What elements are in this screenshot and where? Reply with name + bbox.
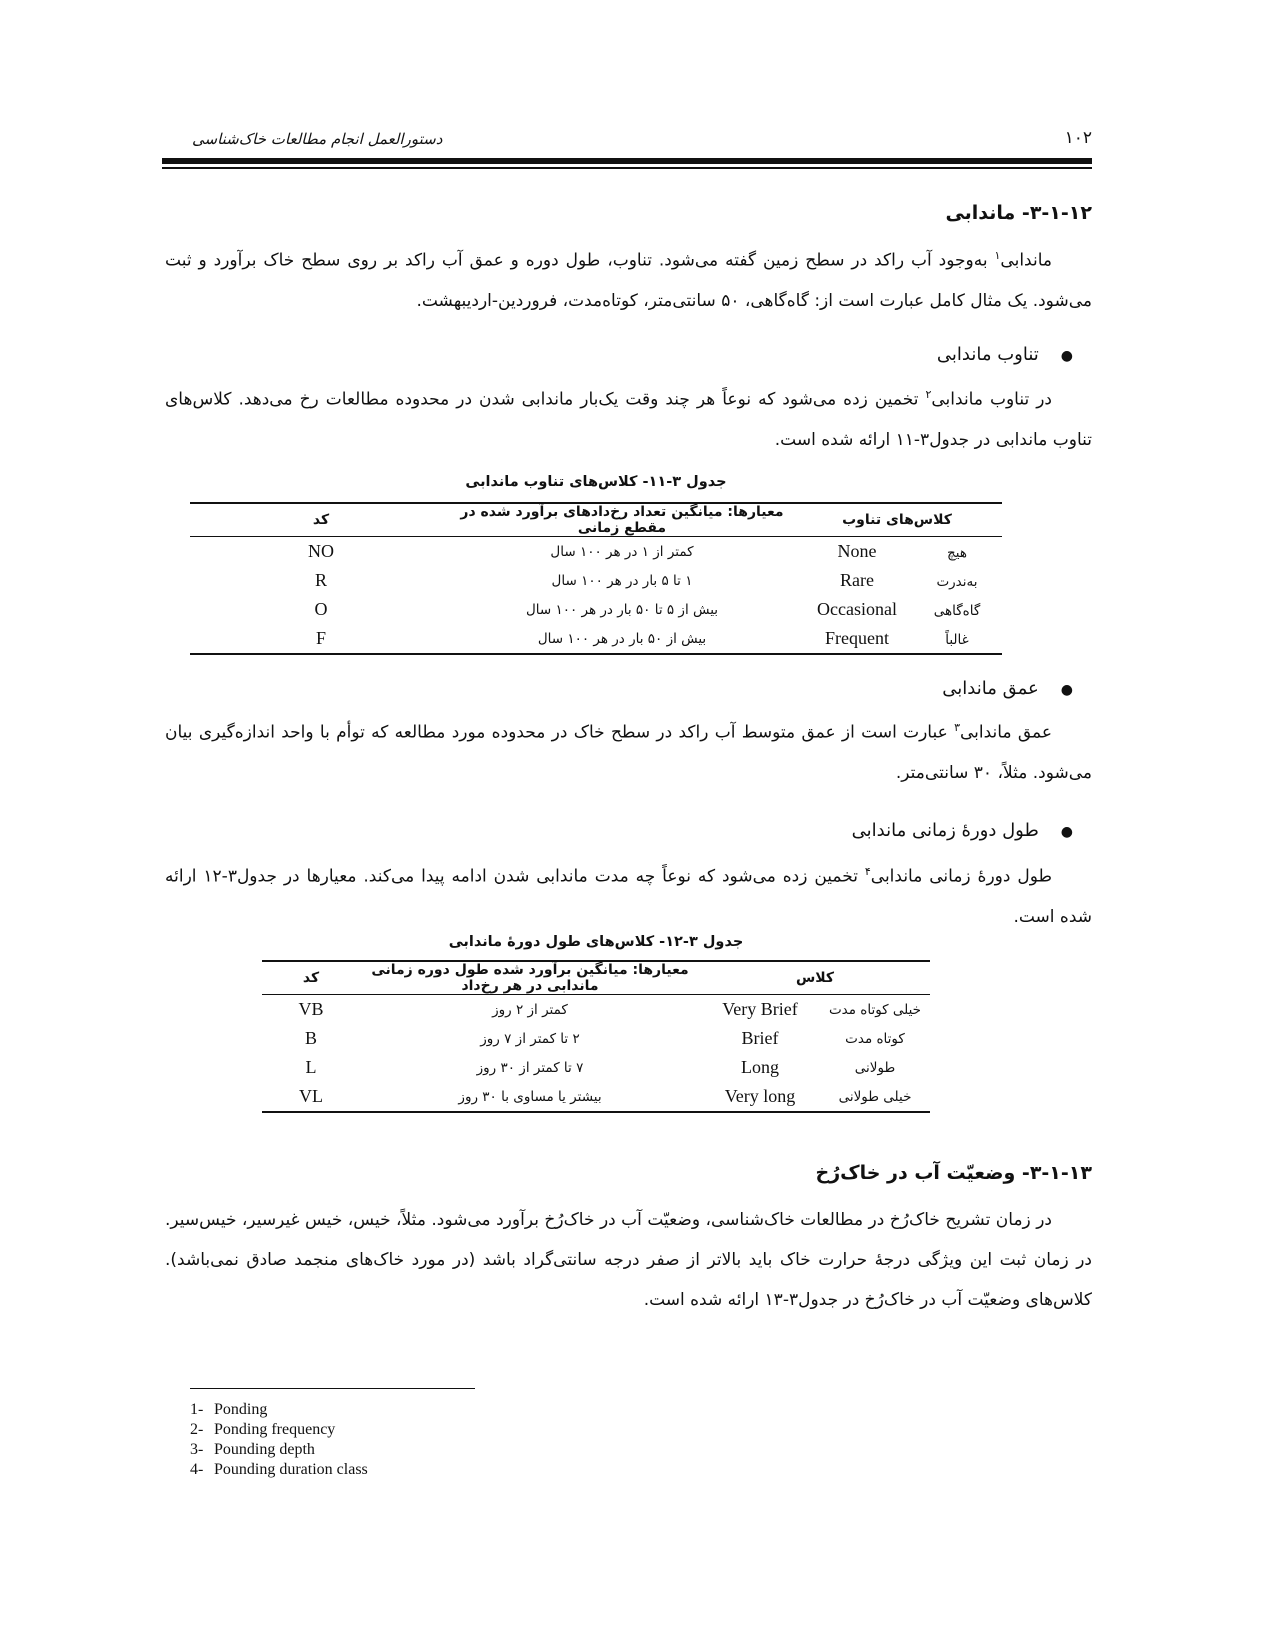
- footnote-text: Ponding: [214, 1401, 268, 1418]
- header-class: کلاس‌های تناوب: [842, 512, 952, 528]
- code-cell: NO: [308, 541, 334, 561]
- header-rule-thick: [162, 158, 1092, 164]
- footnote-item: [190, 1460, 368, 1480]
- class-persian: طولانی: [854, 1059, 896, 1076]
- class-persian: گاه‌گاهی: [933, 603, 981, 619]
- code-cell: VL: [299, 1086, 323, 1106]
- class-english: Very long: [724, 1086, 796, 1106]
- class-cell: [792, 566, 1002, 595]
- code-cell: VB: [298, 999, 324, 1019]
- class-persian: به‌ندرت: [936, 574, 978, 590]
- criteria-cell: بیشتر یا مساوی با ۳۰ روز: [458, 1088, 602, 1105]
- criteria-cell: کمتر از ۱ در هر ۱۰۰ سال: [550, 543, 694, 560]
- bullet-ponding-frequency: ●تناوب ماندابی: [936, 344, 1073, 365]
- paragraph-ponding-frequency: در تناوب ماندابی$^۲$ تخمین زده می‌شود که نوعاً هر چند وقت یک‌بار ماندابی شدن در محدوده مطالعات رخ می‌دهد. کلاس‌های تناوب ماندابی در جدول۳-۱۱ ارائه شده است.: [165, 388, 1092, 450]
- criteria-cell: ۱ تا ۵ بار در هر ۱۰۰ سال: [551, 572, 693, 589]
- running-header: [162, 128, 1092, 158]
- table-row: [190, 624, 1002, 654]
- header-class: کلاس: [795, 970, 835, 986]
- criteria-cell: کمتر از ۲ روز: [492, 1001, 568, 1018]
- class-english: Rare: [840, 570, 874, 590]
- footnote-text: Pounding duration class: [214, 1461, 368, 1478]
- bullet-dot-icon: ●: [1060, 682, 1073, 698]
- criteria-cell: بیش از ۵۰ بار در هر ۱۰۰ سال: [537, 630, 707, 647]
- class-persian: هیچ: [947, 545, 967, 561]
- class-english: Frequent: [825, 628, 889, 648]
- footnote-text: Pounding depth: [214, 1441, 315, 1458]
- footnote-item: [190, 1400, 368, 1420]
- footnote-item: [190, 1440, 368, 1460]
- table-row: [190, 566, 1002, 595]
- table-header-row: [262, 961, 930, 995]
- class-persian: خیلی کوتاه مدت: [828, 1001, 922, 1018]
- bullet-ponding-duration: ●طول دورهٔ زمانی ماندابی: [851, 820, 1073, 841]
- code-cell: O: [314, 599, 328, 619]
- footnote-number: 1-: [190, 1401, 204, 1418]
- footnote-number: 2-: [190, 1421, 204, 1438]
- bullet-dot-icon: ●: [1060, 824, 1073, 840]
- class-english: Very Brief: [722, 999, 798, 1019]
- table-ponding-frequency: [190, 502, 1002, 655]
- code-cell: B: [304, 1028, 317, 1048]
- class-persian: غالباً: [945, 632, 969, 648]
- header-criteria: معیارها: میانگین تعداد رخ‌دادهای برآورد شده در مقطع زمانی: [460, 504, 784, 536]
- class-cell: [792, 624, 1002, 654]
- criteria-cell: ۲ تا کمتر از ۷ روز: [480, 1030, 580, 1047]
- bullet-ponding-depth: ●عمق ماندابی: [942, 678, 1073, 699]
- class-english: Brief: [741, 1028, 779, 1048]
- class-english: Occasional: [817, 599, 897, 619]
- paragraph-ponding-duration: طول دورهٔ زمانی ماندابی$^۴$ تخمین زده می‌شود که نوعاً چه مدت ماندابی شدن ادامه پیدا می‌کند. معیارها در جدول۳-۱۲ ارائه شده است.: [165, 865, 1092, 927]
- footnote-number: 3-: [190, 1441, 204, 1458]
- criteria-cell: بیش از ۵ تا ۵۰ بار در هر ۱۰۰ سال: [525, 601, 719, 618]
- code-cell: R: [314, 570, 327, 590]
- class-cell: [792, 537, 1002, 567]
- footnote-item: [190, 1420, 368, 1440]
- footnote-text: Ponding frequency: [214, 1421, 336, 1438]
- header-code: کد: [302, 970, 320, 986]
- section-heading-water-status: ۳-۱-۱۳- وضعیّت آب در خاک‌رُخ: [815, 1162, 1092, 1184]
- header-title: دستورالعمل انجام مطالعات خاک‌شناسی: [192, 130, 443, 148]
- table-row: [262, 1053, 930, 1082]
- table-ponding-duration: [262, 960, 930, 1113]
- table-row: [262, 1024, 930, 1053]
- table-row: [262, 995, 930, 1025]
- code-cell: L: [305, 1057, 317, 1077]
- header-code: کد: [312, 512, 330, 528]
- footnote-rule: [190, 1388, 475, 1389]
- class-cell: [792, 595, 1002, 624]
- class-english: None: [837, 541, 877, 561]
- table-row: [190, 537, 1002, 567]
- table-header-row: [190, 503, 1002, 537]
- bullet-dot-icon: ●: [1060, 348, 1073, 364]
- class-persian: کوتاه مدت: [845, 1030, 905, 1047]
- header-rule-thin: [162, 167, 1092, 169]
- section-heading-ponding: ۳-۱-۱۲- ماندابی: [945, 202, 1092, 224]
- table-row: [190, 595, 1002, 624]
- paragraph-water-status: در زمان تشریح خاک‌رُخ در مطالعات خاک‌شناسی، وضعیّت آب در خاک‌رُخ برآورد می‌شود. مثلاً، خیس، خیس غیرسیر، خیس‌سیر. در زمان ثبت این ویژگی درجهٔ حرارت خاک باید بالاتر از صفر درجه سانتی‌گراد باشد (در مورد خاک‌های منجمد صادق نمی‌باشد). کلاس‌های وضعیّت آب در خاک‌رُخ در جدول۳-۱۳ ارائه شده است.: [165, 1210, 1092, 1310]
- paragraph-ponding-intro: ماندابی$^۱$ به‌وجود آب راکد در سطح زمین گفته می‌شود. تناوب، طول دوره و عمق آب راکد بر روی سطح خاک برآورد و ثبت می‌شود. یک مثال کامل عبارت است از: گاه‌گاهی، ۵۰ سانتی‌متر، کوتاه‌مدت، فروردین-اردیبهشت.: [165, 249, 1092, 311]
- paragraph-ponding-depth: عمق ماندابی$^۳$ عبارت است از عمق متوسط آب راکد در سطح خاک در محدوده مورد مطالعه که توأم با واحد اندازه‌گیری بیان می‌شود. مثلاً، ۳۰ سانتی‌متر.: [165, 721, 1092, 783]
- class-english: Long: [741, 1057, 779, 1077]
- footnote-number: 4-: [190, 1461, 204, 1478]
- criteria-cell: ۷ تا کمتر از ۳۰ روز: [476, 1059, 584, 1076]
- code-cell: F: [315, 628, 326, 648]
- table-row: [262, 1082, 930, 1112]
- footnotes: [190, 1400, 368, 1480]
- page-number: ۱۰۲: [1064, 128, 1092, 148]
- table-caption-duration: جدول ۳-۱۲- کلاس‌های طول دورهٔ ماندابی: [448, 934, 744, 950]
- class-persian: خیلی طولانی: [838, 1088, 912, 1105]
- header-criteria: معیارها: میانگین برآورد شده طول دوره زمانی ماندابی در هر رخ‌داد: [371, 962, 689, 994]
- table-caption-frequency: جدول ۳-۱۱- کلاس‌های تناوب ماندابی: [465, 474, 727, 490]
